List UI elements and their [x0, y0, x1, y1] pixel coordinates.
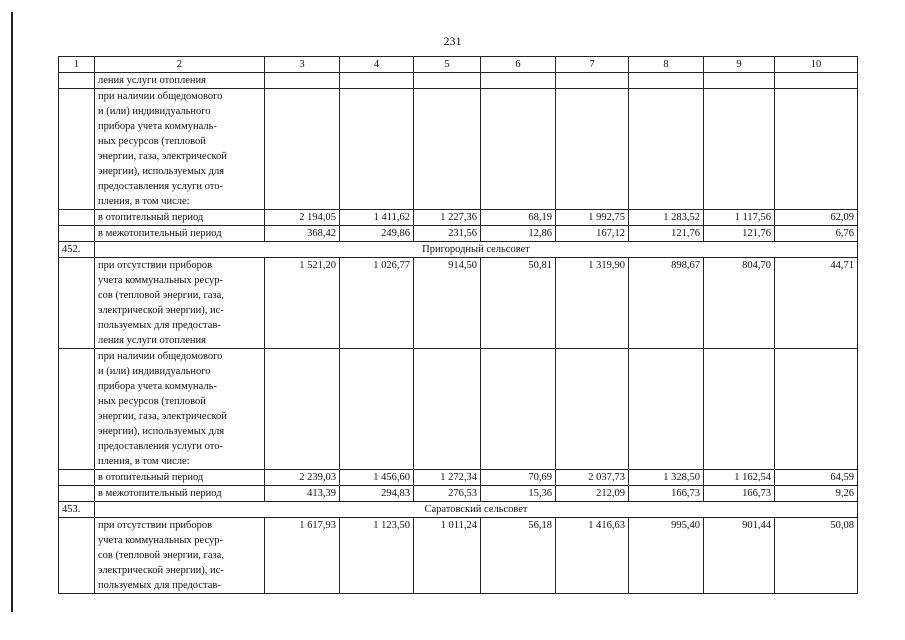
value-cell: 294,83 [340, 486, 414, 502]
value-cell [414, 89, 481, 210]
section-title: Саратовский сельсовет [95, 502, 858, 518]
table-row [59, 226, 858, 242]
value-cell: 12,86 [481, 226, 556, 242]
row-number: 452. [59, 242, 95, 258]
value-cell: 212,09 [556, 486, 629, 502]
value-cell: 121,76 [629, 226, 704, 242]
column-header: 6 [481, 57, 556, 73]
page-number: 231 [443, 34, 462, 48]
value-cell [340, 349, 414, 470]
value-cell: 50,81 [481, 258, 556, 349]
value-cell [629, 349, 704, 470]
value-cell: 1 617,93 [265, 518, 340, 594]
value-cell [556, 73, 629, 89]
row-number [59, 470, 95, 486]
section-row [59, 242, 858, 258]
value-cell: 249,86 [340, 226, 414, 242]
row-description: в межотопительный период [95, 226, 265, 242]
value-cell: 1 011,24 [414, 518, 481, 594]
row-description: ления услуги отопления [95, 73, 265, 89]
table-row [59, 89, 858, 210]
table-row [59, 349, 858, 470]
value-cell: 1 319,90 [556, 258, 629, 349]
value-cell: 231,56 [414, 226, 481, 242]
table-row [59, 210, 858, 226]
value-cell: 901,44 [704, 518, 775, 594]
value-cell [629, 89, 704, 210]
value-cell: 2 037,73 [556, 470, 629, 486]
row-number [59, 258, 95, 349]
value-cell: 1 026,77 [340, 258, 414, 349]
row-number [59, 210, 95, 226]
value-cell: 166,73 [704, 486, 775, 502]
table-row [59, 73, 858, 89]
column-header: 3 [265, 57, 340, 73]
value-cell: 1 227,36 [414, 210, 481, 226]
tariff-table [58, 56, 858, 594]
row-number [59, 486, 95, 502]
value-cell [704, 73, 775, 89]
value-cell: 1 456,60 [340, 470, 414, 486]
column-header: 10 [775, 57, 858, 73]
value-cell [340, 73, 414, 89]
value-cell [481, 349, 556, 470]
value-cell: 1 272,34 [414, 470, 481, 486]
value-cell: 121,76 [704, 226, 775, 242]
value-cell [481, 89, 556, 210]
value-cell: 44,71 [775, 258, 858, 349]
value-cell: 1 162,54 [704, 470, 775, 486]
column-header: 1 [59, 57, 95, 73]
value-cell: 1 117,56 [704, 210, 775, 226]
section-row [59, 502, 858, 518]
value-cell: 2 239,03 [265, 470, 340, 486]
table-row [59, 486, 858, 502]
value-cell [775, 73, 858, 89]
value-cell: 62,09 [775, 210, 858, 226]
page-left-edge-rule [11, 12, 13, 612]
value-cell: 804,70 [704, 258, 775, 349]
value-cell: 914,50 [414, 258, 481, 349]
table-row [59, 470, 858, 486]
row-number [59, 226, 95, 242]
value-cell [775, 89, 858, 210]
value-cell: 1 123,50 [340, 518, 414, 594]
table-row [59, 258, 858, 349]
row-number [59, 89, 95, 210]
value-cell [265, 89, 340, 210]
value-cell: 70,69 [481, 470, 556, 486]
value-cell [340, 89, 414, 210]
value-cell [481, 73, 556, 89]
value-cell: 1 411,62 [340, 210, 414, 226]
row-number [59, 73, 95, 89]
column-header: 5 [414, 57, 481, 73]
value-cell [775, 349, 858, 470]
value-cell: 6,76 [775, 226, 858, 242]
value-cell: 64,59 [775, 470, 858, 486]
value-cell: 413,39 [265, 486, 340, 502]
row-number [59, 349, 95, 470]
value-cell: 56,18 [481, 518, 556, 594]
value-cell: 1 416,63 [556, 518, 629, 594]
value-cell: 276,53 [414, 486, 481, 502]
row-description: в межотопительный период [95, 486, 265, 502]
value-cell [556, 89, 629, 210]
row-description: в отопительный период [95, 210, 265, 226]
value-cell [556, 349, 629, 470]
value-cell: 68,19 [481, 210, 556, 226]
value-cell: 1 992,75 [556, 210, 629, 226]
value-cell: 898,67 [629, 258, 704, 349]
value-cell: 1 283,52 [629, 210, 704, 226]
value-cell: 50,08 [775, 518, 858, 594]
value-cell: 1 521,20 [265, 258, 340, 349]
column-header: 2 [95, 57, 265, 73]
row-description: при наличии общедомового и (или) индивидуального прибора учета коммуналь- ных ресурсов (тепловой энергии, газа, электрической энергии), используемых для предоставления услуги ото- пления, в том числе: [95, 349, 265, 470]
section-title: Пригородный сельсовет [95, 242, 858, 258]
value-cell: 167,12 [556, 226, 629, 242]
value-cell [265, 73, 340, 89]
value-cell: 166,73 [629, 486, 704, 502]
row-description: при отсутствии приборов учета коммунальных ресур- сов (тепловой энергии, газа, электрической энергии), ис- пользуемых для предостав- ления услуги отопления [95, 258, 265, 349]
column-header: 7 [556, 57, 629, 73]
value-cell: 1 328,50 [629, 470, 704, 486]
value-cell [414, 73, 481, 89]
row-description: при наличии общедомового и (или) индивидуального прибора учета коммуналь- ных ресурсов (тепловой энергии, газа, электрической энергии), используемых для предоставления услуги ото- пления, в том числе: [95, 89, 265, 210]
value-cell: 15,36 [481, 486, 556, 502]
column-header: 4 [340, 57, 414, 73]
column-header: 8 [629, 57, 704, 73]
row-description: в отопительный период [95, 470, 265, 486]
value-cell [704, 89, 775, 210]
value-cell [414, 349, 481, 470]
value-cell: 368,42 [265, 226, 340, 242]
row-number: 453. [59, 502, 95, 518]
table-header-row [59, 57, 858, 73]
value-cell [629, 73, 704, 89]
value-cell: 995,40 [629, 518, 704, 594]
value-cell: 9,26 [775, 486, 858, 502]
value-cell [265, 349, 340, 470]
column-header: 9 [704, 57, 775, 73]
value-cell: 2 194,05 [265, 210, 340, 226]
table-row [59, 518, 858, 594]
value-cell [704, 349, 775, 470]
row-description: при отсутствии приборов учета коммунальных ресур- сов (тепловой энергии, газа, электрической энергии), ис- пользуемых для предостав- [95, 518, 265, 594]
row-number [59, 518, 95, 594]
